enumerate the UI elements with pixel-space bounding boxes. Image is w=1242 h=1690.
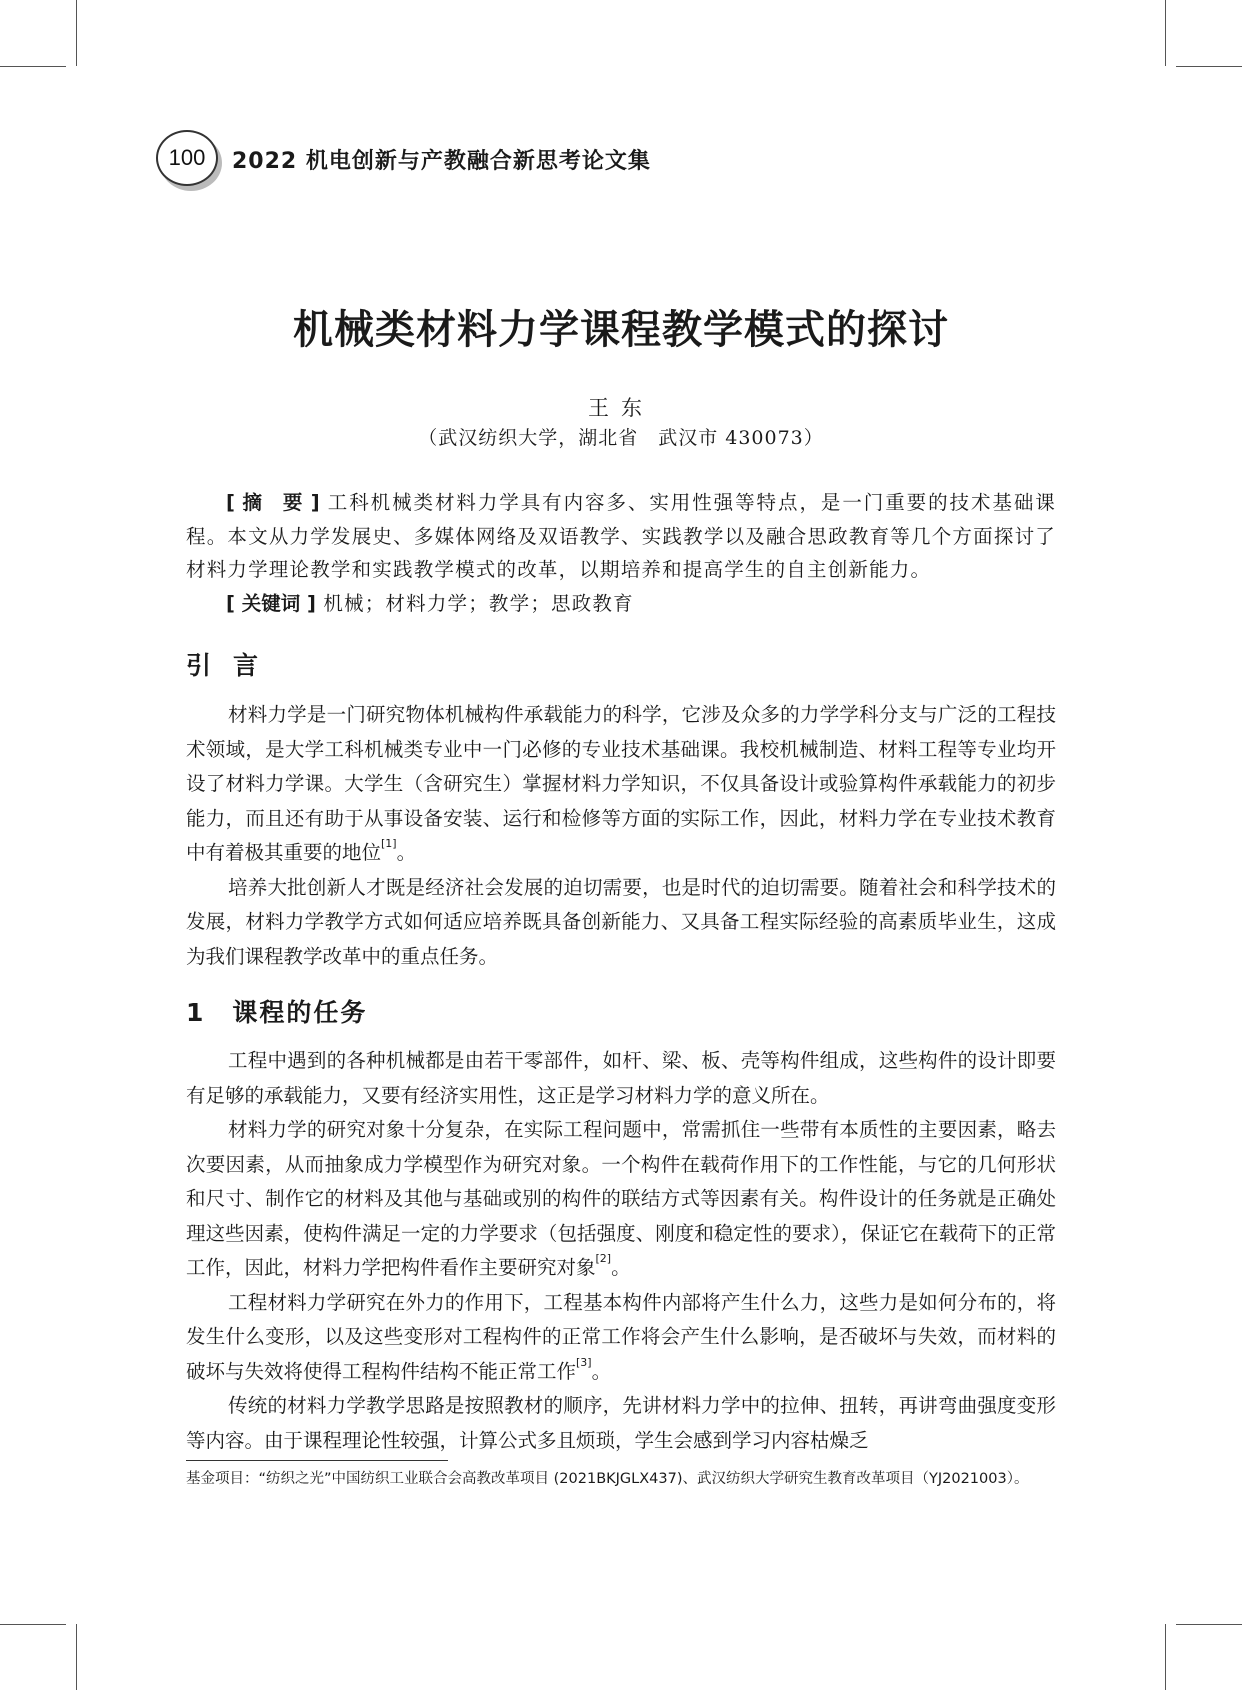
citation-2: [2] [595, 1252, 612, 1265]
section-1-body [186, 1044, 1056, 1458]
intro-p1-end: 。 [396, 841, 417, 864]
crop-mark-bottom-right-h [1176, 1624, 1242, 1625]
intro-body [186, 698, 1056, 974]
abstract-label: [ 摘 要 ] [226, 491, 320, 514]
crop-mark-top-right-v [1165, 0, 1166, 66]
intro-heading: 引言 [186, 651, 281, 680]
section-1-paragraph-4: 传统的材料力学教学思路是按照教材的顺序，先讲材料力学中的拉伸、扭转，再讲弯曲强度变形等内容。由于课程理论性较强，计算公式多且烦琐，学生会感到学习内容枯燥乏 [186, 1394, 1056, 1452]
section-1-p2-text: 材料力学的研究对象十分复杂，在实际工程问题中，常需抓住一些带有本质性的主要因素，略去次要因素，从而抽象成力学模型作为研究对象。一个构件在载荷作用下的工作性能，与它的几何形状和尺寸、制作它的材料及其他与基础或别的构件的联结方式等因素有关。构件设计的任务就是正确处理这些因素，使构件满足一定的力学要求（包括强度、刚度和稳定性的要求），保证它在载荷下的正常工作，因此，材料力学把构件看作主要研究对象 [186, 1118, 1056, 1279]
author-name: 王东 [588, 396, 654, 420]
section-1-p2-end: 。 [611, 1256, 631, 1279]
section-1-paragraph-3 [186, 1286, 1056, 1390]
funding-footnote: 基金项目：“纺织之光”中国纺织工业联合会高教改革项目 (2021BKJGLX437)、武汉纺织大学研究生教育改革项目（YJ2021003）。 [186, 1471, 1029, 1487]
section-1-paragraph-2 [186, 1113, 1056, 1286]
abstract-block [186, 486, 1056, 620]
running-head: 2022 机电创新与产教融合新思考论文集 [232, 149, 651, 174]
intro-paragraph-1 [186, 698, 1056, 871]
author-affiliation: （武汉纺织大学，湖北省 武汉市 430073） [418, 427, 824, 449]
footnote-divider [186, 1460, 448, 1461]
citation-3: [3] [576, 1355, 592, 1369]
crop-mark-top-right-h [1176, 66, 1242, 67]
section-1-p3-end: 。 [591, 1359, 612, 1383]
crop-mark-bottom-left-h [0, 1624, 66, 1625]
abstract-text: 工科机械类材料力学具有内容多、实用性强等特点，是一门重要的技术基础课程。本文从力学发展史、多媒体网络及双语教学、实践教学以及融合思政教育等几个方面探讨了材料力学理论教学和实践教学模式的改革，以期培养和提高学生的自主创新能力。 [186, 491, 1056, 581]
citation-1: [1] [381, 837, 397, 850]
intro-p1-text: 材料力学是一门研究物体机械构件承载能力的科学，它涉及众多的力学学科分支与广泛的工程技术领域，是大学工科机械类专业中一门必修的专业技术基础课。我校机械制造、材料工程等专业均开设了材料力学课。大学生（含研究生）掌握材料力学知识，不仅具备设计或验算构件承载能力的初步能力，而且还有助于从事设备安装、运行和检修等方面的实际工作，因此，材料力学在专业技术教育中有着极其重要的地位 [186, 703, 1056, 864]
crop-mark-bottom-right-v [1165, 1624, 1166, 1690]
crop-mark-bottom-left-v [76, 1624, 77, 1690]
page-number: 100 [156, 130, 218, 186]
keywords-label: [ 关键词 ] [226, 591, 316, 615]
crop-mark-top-left-v [76, 0, 77, 66]
crop-mark-top-left-h [0, 66, 66, 67]
section-1-heading: 1 课程的任务 [186, 998, 368, 1027]
keywords-paragraph [186, 587, 1056, 621]
section-1-p3-text: 工程材料力学研究在外力的作用下，工程基本构件内部将产生什么力，这些力是如何分布的，将发生什么变形，以及这些变形对工程构件的正常工作将会产生什么影响，是否破坏与失效，而材料的破坏与失效将使得工程构件结构不能正常工作 [186, 1290, 1056, 1383]
abstract-paragraph [186, 486, 1056, 587]
article-title: 机械类材料力学课程教学模式的探讨 [293, 307, 949, 353]
section-1-paragraph-1: 工程中遇到的各种机械都是由若干零部件，如杆、梁、板、壳等构件组成，这些构件的设计即要有足够的承载能力，又要有经济实用性，这正是学习材料力学的意义所在。 [186, 1049, 1056, 1107]
intro-paragraph-2: 培养大批创新人才既是经济社会发展的迫切需要，也是时代的迫切需要。随着社会和科学技术的发展，材料力学教学方式如何适应培养既具备创新能力、又具备工程实际经验的高素质毕业生，这成为我们课程教学改革中的重点任务。 [186, 875, 1056, 968]
keywords-text: 机械；材料力学；教学；思政教育 [323, 591, 634, 615]
